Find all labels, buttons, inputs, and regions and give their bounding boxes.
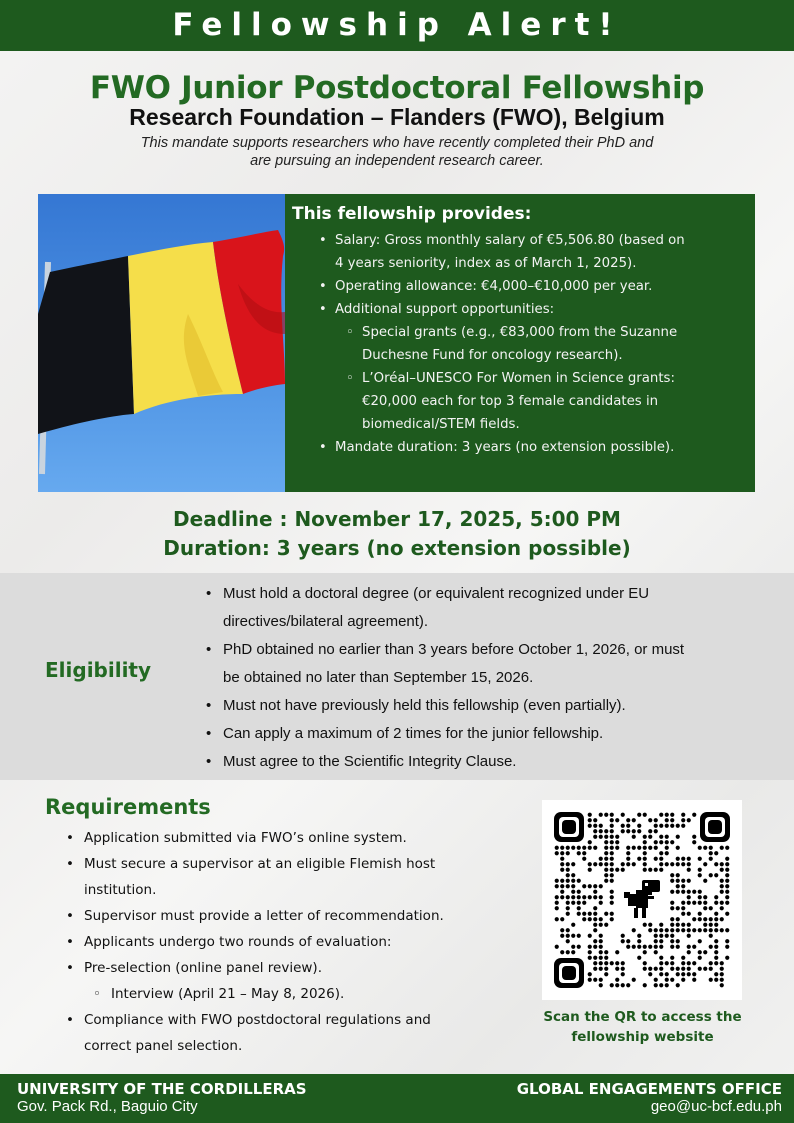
- deadline-text: Deadline : November 17, 2025, 5:00 PM: [173, 507, 621, 531]
- university-address: Gov. Pack Rd., Baguio City: [17, 1098, 198, 1115]
- office-email[interactable]: geo@uc-bcf.edu.ph: [650, 1098, 782, 1115]
- requirement-item: • Must secure a supervisor at an eligible Flemish host: [66, 851, 506, 877]
- feature-section: [38, 194, 755, 492]
- requirement-item: • Applicants undergo two rounds of evaluation:: [66, 929, 506, 955]
- eligibility-item: • Can apply a maximum of 2 times for the junior fellowship.: [205, 720, 765, 748]
- eligibility-list: [205, 580, 765, 776]
- provides-subitem-continuation: Duchesne Fund for oncology research).: [362, 348, 623, 363]
- eligibility-section: [0, 573, 794, 780]
- provides-item: • Operating allowance: €4,000–€10,000 per year.: [292, 275, 745, 298]
- provides-subitem-continuation: biomedical/STEM fields.: [362, 417, 520, 432]
- belgium-flag-photo: [38, 194, 285, 492]
- provides-subitem-continuation: €20,000 each for top 3 female candidates in: [362, 394, 659, 409]
- dinosaur-icon: [624, 880, 660, 918]
- provides-item: • Mandate duration: 3 years (no extension possible).: [292, 436, 745, 459]
- eligibility-item: • PhD obtained no earlier than 3 years before October 1, 2026, or must: [205, 636, 765, 664]
- organization-subtitle: Research Foundation – Flanders (FWO), Belgium: [129, 104, 665, 130]
- eligibility-item: • Must agree to the Scientific Integrity Clause.: [205, 748, 765, 776]
- requirements-title: Requirements: [45, 795, 211, 819]
- requirement-item: • Pre-selection (online panel review).: [66, 955, 506, 981]
- title-block: [0, 68, 794, 170]
- university-name: UNIVERSITY OF THE CORDILLERAS: [17, 1080, 307, 1098]
- provides-heading: This fellowship provides:: [292, 204, 532, 224]
- duration-text: Duration: 3 years (no extension possible): [163, 536, 631, 560]
- requirement-item-continuation: institution.: [84, 882, 157, 898]
- provides-subitem: ◦ L’Oréal–UNESCO For Women in Science grants:: [292, 367, 745, 390]
- office-name: GLOBAL ENGAGEMENTS OFFICE: [516, 1080, 782, 1098]
- provides-panel: [285, 194, 755, 492]
- requirement-subitem: ◦ Interview (April 21 – May 8, 2026).: [66, 981, 506, 1007]
- requirement-item-continuation: correct panel selection.: [84, 1038, 243, 1054]
- provides-list: [292, 229, 745, 459]
- qr-caption: [530, 1007, 755, 1047]
- eligibility-item-continuation: be obtained no later than September 15, 2026.: [223, 669, 534, 686]
- requirements-list: [66, 825, 506, 1059]
- footer-office: [517, 1080, 782, 1115]
- provides-item: • Salary: Gross monthly salary of €5,506.80 (based on: [292, 229, 745, 252]
- provides-subitem: ◦ Special grants (e.g., €83,000 from the Suzanne: [292, 321, 745, 344]
- qr-caption-line-2: fellowship website: [571, 1029, 714, 1045]
- description-line-2: are pursuing an independent research career.: [250, 153, 544, 169]
- deadline-block: [0, 505, 794, 563]
- banner-title: Fellowship Alert!: [172, 7, 622, 43]
- qr-caption-line-1: Scan the QR to access the: [543, 1009, 742, 1025]
- requirement-item: • Supervisor must provide a letter of recommendation.: [66, 903, 506, 929]
- eligibility-item-continuation: directives/bilateral agreement).: [223, 613, 429, 630]
- fellowship-title: FWO Junior Postdoctoral Fellowship: [89, 70, 705, 106]
- requirement-item: • Compliance with FWO postdoctoral regulations and: [66, 1007, 506, 1033]
- eligibility-label: Eligibility: [45, 658, 152, 682]
- provides-item-continuation: 4 years seniority, index as of March 1, 2025).: [335, 256, 637, 271]
- qr-code[interactable]: [542, 800, 742, 1000]
- footer-university: [17, 1080, 307, 1115]
- description: [0, 134, 794, 170]
- eligibility-item: • Must not have previously held this fellowship (even partially).: [205, 692, 765, 720]
- eligibility-item: • Must hold a doctoral degree (or equivalent recognized under EU: [205, 580, 765, 608]
- qr-code-icon: [554, 812, 730, 988]
- footer: [0, 1074, 794, 1123]
- provides-item: • Additional support opportunities:: [292, 298, 745, 321]
- description-line-1: This mandate supports researchers who have recently completed their PhD and: [140, 135, 654, 151]
- belgium-flag-icon: [38, 194, 285, 492]
- top-banner: [0, 0, 794, 51]
- requirement-item: • Application submitted via FWO’s online system.: [66, 825, 506, 851]
